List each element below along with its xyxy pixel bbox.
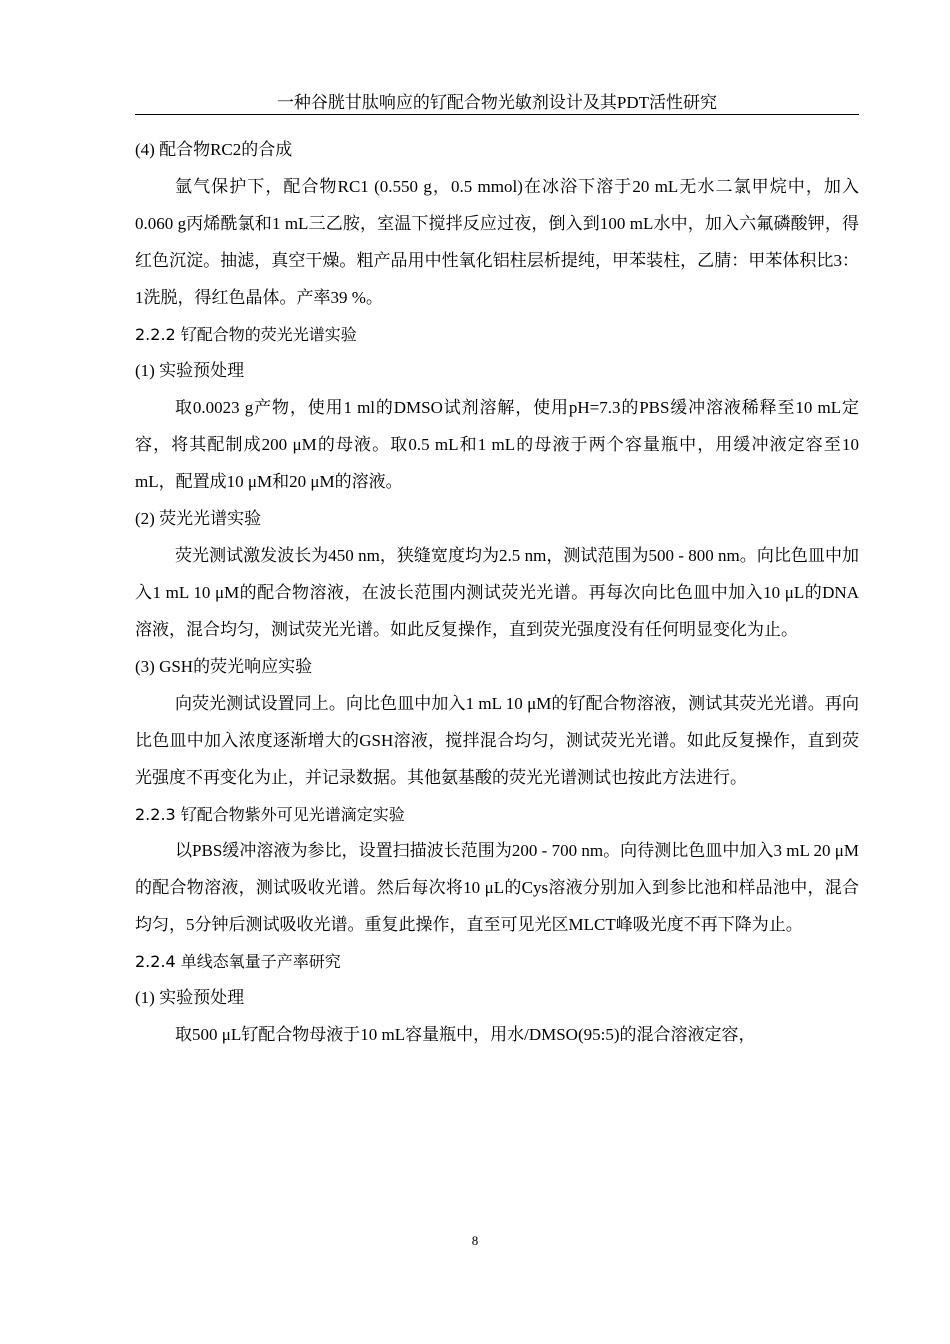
page-number: 8 [471, 1233, 479, 1248]
subheading-pretreatment: (1) 实验预处理 [135, 361, 245, 380]
paragraph-uv-vis-titration: 以PBS缓冲溶液为参比，设置扫描波长范围为200 - 700 nm。向待测比色皿中加入3 mL 20 μM的配合物溶液，测试吸收光谱。然后每次将10 μL的Cys溶液分别加入到参比池和样品池中，混合均匀，5分钟后测试吸收光谱。重复此操作，直至可见光区MLCT峰吸光度不再下降为止。 [135, 841, 859, 934]
paragraph-pretreatment: 取0.0023 g产物，使用1 ml的DMSO试剂溶解，使用pH=7.3的PBS缓冲溶液稀释至10 mL定容，将其配制成200 μM的母液。取0.5 mL和1 mL的母液于两个容量瓶中，用缓冲液定容至10 mL，配置成10 μM和20 μM的溶液。 [135, 398, 859, 491]
section-heading-2-2-2: 2.2.2 钌配合物的荧光光谱实验 [135, 325, 357, 344]
paragraph-rc2-synthesis: 氩气保护下，配合物RC1 (0.550 g，0.5 mmol)在冰浴下溶于20 mL无水二氯甲烷中，加入0.060 g丙烯酰氯和1 mL三乙胺，室温下搅拌反应过夜，倒入到100 mL水中，加入六氟磷酸钾，得红色沉淀。抽滤，真空干燥。粗产品用中性氧化铝柱层析提纯，甲苯装柱，乙腈：甲苯体积比3：1洗脱，得红色晶体。产率39 %。 [135, 177, 859, 307]
subheading-singlet-oxygen-pretreatment: (1) 实验预处理 [135, 988, 245, 1007]
subheading-rc2-synthesis: (4) 配合物RC2的合成 [135, 140, 293, 159]
paragraph-singlet-oxygen-pretreatment: 取500 μL钌配合物母液于10 mL容量瓶中，用水/DMSO(95:5)的混合溶液定容， [175, 1025, 756, 1044]
section-heading-2-2-3: 2.2.3 钌配合物紫外可见光谱滴定实验 [135, 805, 405, 824]
header-rule [135, 114, 859, 115]
subheading-fluorescence-experiment: (2) 荧光光谱实验 [135, 509, 262, 528]
section-heading-2-2-4: 2.2.4 单线态氧量子产率研究 [135, 952, 341, 971]
running-header: 一种谷胱甘肽响应的钌配合物光敏剂设计及其PDT活性研究 [276, 93, 718, 112]
paragraph-fluorescence-experiment: 荧光测试激发波长为450 nm，狭缝宽度均为2.5 nm，测试范围为500 - 800 nm。向比色皿中加入1 mL 10 μM的配合物溶液，在波长范围内测试荧光光谱。再每次向比色皿中加入10 μL的DNA溶液，混合均匀，测试荧光光谱。如此反复操作，直到荧光强度没有任何明显变化为止。 [135, 546, 859, 639]
paragraph-gsh-response: 向荧光测试设置同上。向比色皿中加入1 mL 10 μM的钌配合物溶液，测试其荧光光谱。再向比色皿中加入浓度逐渐增大的GSH溶液，搅拌混合均匀，测试荧光光谱。如此反复操作，直到荧光强度不再变化为止，并记录数据。其他氨基酸的荧光光谱测试也按此方法进行。 [135, 694, 859, 787]
subheading-gsh-response: (3) GSH的荧光响应实验 [135, 657, 313, 676]
document-body [135, 131, 859, 1053]
